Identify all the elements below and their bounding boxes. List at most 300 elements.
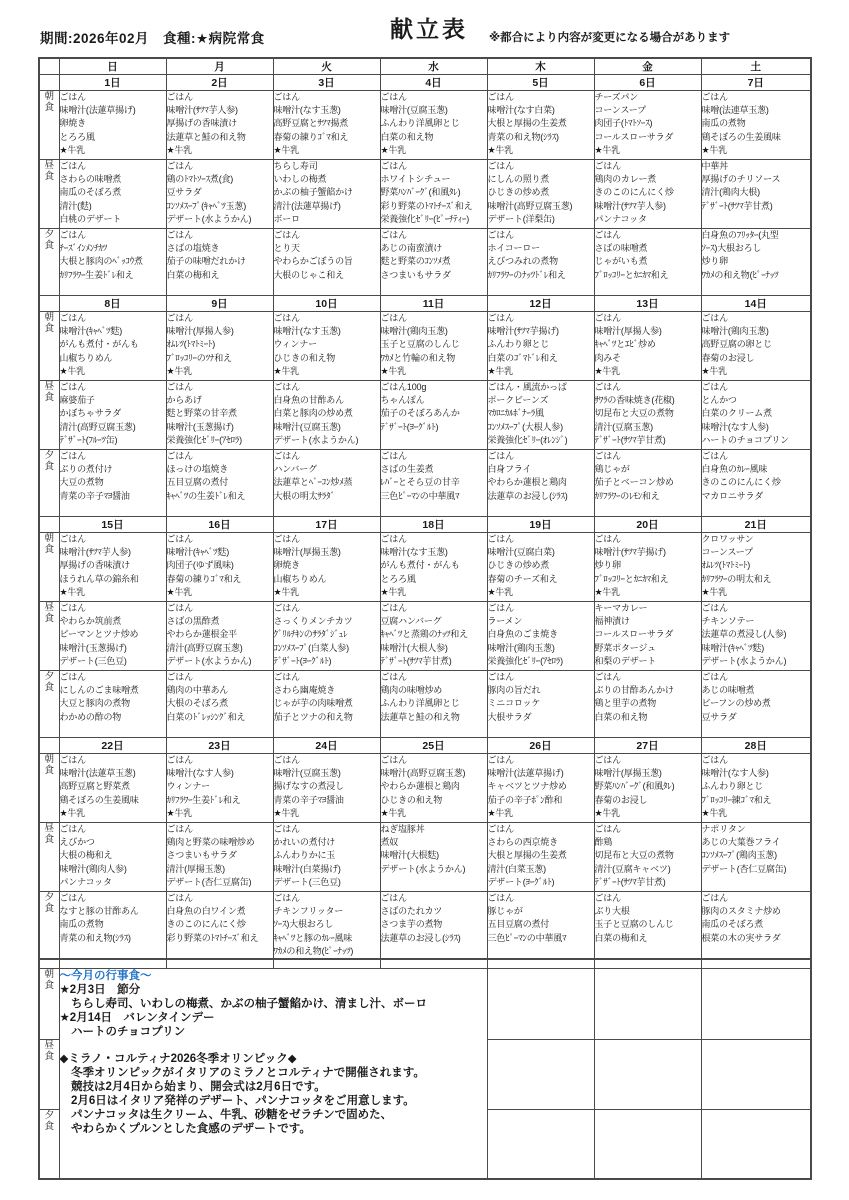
menu-cell-w3-breakfast-day3 [380,533,487,602]
menu-item-line: ★牛乳 [594,807,620,818]
menu-item-line: コーンスープ [701,547,753,558]
menu-cell-w3-lunch-day4 [487,602,594,671]
event-note-line: ★2月3日 節分 [59,984,141,997]
menu-item-line: ごはん [380,893,407,903]
menu-item-line: ★牛乳 [166,144,192,155]
menu-cell-w1-breakfast-day1 [166,91,273,160]
menu-item-line: 和梨のデザート [594,655,657,666]
menu-item-line: ちゃんぽん [380,395,425,406]
menu-item-line: 法蓮草のお浸し(ｼﾗｽ) [487,490,568,501]
menu-cell-w2-lunch-day5 [594,381,701,450]
menu-item-line: 栄養強化ｾﾞﾘｰ(ｱｾﾛﾗ) [166,434,242,445]
menu-item-line: 厚揚げのチリソース [701,174,781,185]
menu-item-line: ごはん [273,824,300,834]
menu-item-line: 春菊の練りｺﾞﾏ和え [166,573,242,584]
menu-item-line: ごはん [380,534,407,544]
menu-item-line: やわらか蓮根と鶏肉 [487,477,567,488]
menu-cell-w2-breakfast-day1 [166,312,273,381]
menu-item-line: 鶏肉のカレー煮 [594,174,657,185]
menu-item-line: ごはん [380,230,407,240]
date-cell-10日: 10日 [273,296,380,312]
menu-cell-w1-lunch-day0 [59,160,166,229]
menu-item-line: ハートのチョコプリン [701,434,789,445]
menu-item-line: 味噌汁(豆腐白菜) [487,547,555,558]
menu-item-line: 鶏肉と野菜の味噌炒め [166,837,255,848]
menu-cell-w4-lunch-day5 [594,823,701,892]
menu-item-line: ごはん [166,92,193,102]
menu-item-line: 味噌汁(高野豆腐玉葱) [487,200,573,211]
menu-item-line: ごはん [59,382,86,392]
menu-item-line: 肉団子(ﾄﾏﾄｿｰｽ) [594,118,653,129]
date-cell-4日: 4日 [380,75,487,91]
menu-cell-w4-lunch-day4 [487,823,594,892]
menu-item-line: 大豆と豚肉の煮物 [59,698,130,709]
date-cell-5日: 5日 [487,75,594,91]
menu-item-line: 茄子とベーコン炒め [594,477,674,488]
menu-item-line: 味噌汁(ｻﾂﾏ芋人参) [59,547,131,558]
menu-item-line: 卵焼き [59,118,86,129]
olympic-note-line: 冬季オリンピックがイタリアのミラノとコルティナで開催されます。 [59,1067,425,1080]
menu-item-line: 法蓮草の煮浸し(人参) [701,629,787,640]
menu-item-line: 青菜の和え物(ｼﾗｽ) [487,131,559,142]
menu-item-line: ｶﾘﾌﾗﾜｰ生姜ﾄﾞﾚ和え [59,269,134,280]
menu-item-line: 味噌汁(ｻﾂﾏ芋人参) [166,105,238,116]
corner-cell [39,58,59,75]
menu-item-line: 春菊のチーズ和え [487,573,558,584]
menu-item-line: 三色ﾋﾟｰﾏﾝの中華風ﾏ [487,932,567,943]
menu-item-line: ★牛乳 [594,586,620,597]
menu-item-line: ごはん [487,603,514,613]
date-cell-17日: 17日 [273,517,380,533]
menu-cell-w4-lunch-day3 [380,823,487,892]
menu-cell-w3-breakfast-day1 [166,533,273,602]
menu-item-line: ごはん [701,313,728,323]
menu-item-line: ｷｬﾍﾞﾂと蒸鶏のﾅｯﾂ和え [380,629,468,640]
menu-item-line: 大根と厚揚の生姜煮 [487,850,567,861]
menu-item-line: ｿｰｽ)大根おろし [701,243,762,254]
period-label: 期間:2026年02月 食種:★病院常食 [40,31,265,46]
menu-item-line: ひじきの炒め煮 [487,560,550,571]
menu-cell-w1-dinner-day6 [701,229,811,296]
menu-cell-w1-lunch-day6 [701,160,811,229]
event-note-line: ★2月14日 バレンタインデー [59,1012,215,1025]
menu-item-line: ごはん [166,603,193,613]
menu-item-line: 大根サラダ [487,711,532,722]
menu-item-line: ｺﾝｿﾒｽｰﾌﾟ(ｷｬﾍﾞﾂ玉葱) [166,200,246,211]
menu-item-line: 豚肉の旨だれ [487,685,541,696]
menu-item-line: ★牛乳 [273,807,299,818]
event-note-line: ハートのチョコプリン [59,1026,186,1039]
menu-item-line: やわらか蓮根金平 [166,629,237,640]
menu-item-line: 大豆の煮物 [59,477,104,488]
menu-item-line: ★牛乳 [273,144,299,155]
menu-item-line: 味噌汁(鶏肉玉葱) [487,642,555,653]
menu-item-line: ★牛乳 [166,586,192,597]
menu-item-line: じゃが芋の肉味噌煮 [273,698,353,709]
date-row-week1 [39,75,811,91]
menu-item-line: デザート(水ようかん) [380,863,466,874]
menu-item-line: とろろ風 [380,573,416,584]
menu-item-line: 味噌汁(なす玉葱) [273,105,341,116]
menu-item-line: 味噌汁(白菜揚げ) [273,863,341,874]
menu-item-line: ｷｬﾍﾞﾂと豚のｶﾚｰ風味 [273,932,353,943]
date-cell-24日: 24日 [273,738,380,754]
menu-item-line: 味噌汁(ｻﾂﾏ芋揚げ) [594,547,666,558]
menu-cell-w1-lunch-day5 [594,160,701,229]
menu-item-line: さわらの味噌煮 [59,174,122,185]
day-header-0: 日 [59,58,166,75]
menu-item-line: かぼちゃサラダ [59,408,122,419]
menu-item-line: 白菜のﾄﾞﾚｯｼﾝｸﾞ和え [166,711,246,722]
menu-item-line: 鶏肉の中華あん [166,685,229,696]
menu-item-line: ハンバーグ [273,464,317,475]
menu-item-line: ごはん [59,313,86,323]
menu-item-line: 法蓮草のお浸し(ｼﾗｽ) [380,932,461,943]
menu-cell-w4-dinner-day6 [701,892,811,960]
menu-cell-w1-lunch-day2 [273,160,380,229]
menu-item-line: ﾌﾞﾛｯｺﾘｰ練ｺﾞﾏ和え [701,794,772,805]
menu-item-line: ★牛乳 [273,586,299,597]
menu-item-line: ★牛乳 [59,144,85,155]
menu-item-line: ﾌﾞﾛｯｺﾘｰとｶﾆｶﾏ和え [594,573,669,584]
menu-cell-w1-lunch-day4 [487,160,594,229]
menu-item-line: 味噌汁(ｷｬﾍﾞﾂ麩) [166,547,229,558]
menu-item-line: 肉団子(ゆず風味) [166,560,234,571]
menu-item-line: ★牛乳 [59,807,85,818]
menu-item-line: 法蓮草と鮭の和え物 [380,711,460,722]
menu-item-line: ごはん [487,92,514,102]
menu-item-line: ★牛乳 [701,144,727,155]
menu-cell-w3-dinner-day3 [380,671,487,738]
menu-item-line: ごはん [594,230,621,240]
menu-item-line: ﾜｶﾒの和え物(ﾋﾟｰﾅｯﾂ) [273,945,354,956]
menu-item-line: 味噌汁(鶏肉人参) [59,863,127,874]
menu-item-line: さばの生姜煮 [380,464,434,475]
menu-cell-w4-dinner-day4 [487,892,594,960]
olympic-note-line: 2月6日はイタリア発祥のデザート、パンナコッタをご用意します。 [59,1095,415,1108]
menu-item-line: きのこのにんにく炒 [701,477,781,488]
menu-item-line: 白身魚の甘酢あん [273,395,344,406]
menu-cell-w2-breakfast-day0 [59,312,166,381]
menu-cell-w4-breakfast-day3 [380,754,487,823]
menu-item-line: 五目豆腐の煮付 [487,919,550,930]
menu-cell-w1-dinner-day4 [487,229,594,296]
menu-item-line: ﾃﾞｻﾞｰﾄ(ｻﾂﾏ芋甘煮) [594,434,666,445]
menu-item-line: ごはん [487,672,514,682]
menu-item-line: 味噌汁(厚揚玉葱) [594,768,662,779]
menu-item-line: 味噌汁(豆腐玉葱) [273,768,341,779]
menu-item-line: ごはん [487,893,514,903]
date-cell-6日: 6日 [594,75,701,91]
menu-item-line: ﾃﾞｻﾞｰﾄ(ﾖｰｸﾞﾙﾄ) [380,421,439,432]
date-cell-23日: 23日 [166,738,273,754]
gap-cell [380,959,487,969]
date-row-week3 [39,517,811,533]
menu-item-line: ホワイトシチュー [380,174,451,185]
menu-item-line: ごはん [701,672,728,682]
menu-item-line: 味噌汁(大根人参) [380,642,448,653]
menu-cell-w3-lunch-day5 [594,602,701,671]
menu-item-line: にしんの照り煮 [487,174,550,185]
menu-item-line: 法蓮草とﾍﾞｰｺﾝ炒ﾒ蒸 [273,477,353,488]
menu-item-line: ★牛乳 [380,365,406,376]
menu-cell-w4-breakfast-day1 [166,754,273,823]
gap-row [39,959,811,969]
menu-item-line: デザート(ﾖｰｸﾞﾙﾄ) [487,876,555,887]
day-header-5: 金 [594,58,701,75]
menu-cell-w4-lunch-day0 [59,823,166,892]
menu-item-line: さばの味噌煮 [594,243,648,254]
menu-item-line: 白身魚のﾌﾘｯﾀｰ(丸型 [701,230,779,240]
date-cell-8日: 8日 [59,296,166,312]
menu-item-line: ★牛乳 [487,144,513,155]
menu-item-line: ★牛乳 [487,586,513,597]
menu-cell-w1-dinner-day3 [380,229,487,296]
dinner-row-week2 [39,450,811,517]
menu-item-line: ﾚﾊﾞｰとそら豆の甘辛 [380,477,460,488]
menu-item-line: 味噌汁(なす人参) [166,768,234,779]
meal-label-dinner: 夕 食 [39,892,59,960]
menu-item-line: さつまいもサラダ [166,850,237,861]
menu-item-line: ごはん [487,161,514,171]
meal-label-breakfast: 朝 食 [39,754,59,823]
menu-item-line: ﾁｰｽﾞｲﾝﾒﾝﾁｶﾂ [59,243,108,254]
menu-item-line: パンナコッタ [594,213,647,224]
menu-item-line: ナポリタン [701,824,746,834]
date-row-corner [39,75,59,91]
event-note-line: ちらし寿司、いわしの梅煮、かぶの柚子蟹餡かけ、清まし汁、ボーロ [59,998,428,1011]
empty-cell [701,969,811,1040]
menu-item-line: ビーフンの炒め煮 [701,698,771,709]
menu-item-line: ★牛乳 [701,586,727,597]
menu-item-line: ミニコロッケ [487,698,541,709]
event-notes-title: 〜今月の行事食〜 [59,970,152,983]
menu-item-line: 青菜の辛子ﾏﾖ醤油 [59,490,130,501]
menu-cell-w1-breakfast-day6 [701,91,811,160]
menu-item-line: ★牛乳 [273,365,299,376]
date-cell-15日: 15日 [59,517,166,533]
menu-item-line: ごはん [273,313,300,323]
menu-cell-w2-breakfast-day5 [594,312,701,381]
menu-item-line: ごはん100g [380,382,427,392]
menu-cell-w4-breakfast-day0 [59,754,166,823]
menu-item-line: ボーロ [273,213,300,224]
meal-label-lunch: 昼 食 [39,823,59,892]
menu-item-line: ごはん [273,92,300,102]
menu-item-line: ふんわり洋風卵とじ [380,118,460,129]
meal-label-breakfast: 朝 食 [39,969,59,1040]
menu-item-line: ひじきの和え物 [380,794,443,805]
menu-item-line: 三色ﾋﾟｰﾏﾝの中華風ﾏ [380,490,460,501]
date-row-corner [39,517,59,533]
menu-cell-w3-lunch-day1 [166,602,273,671]
menu-cell-w3-breakfast-day2 [273,533,380,602]
empty-cell [487,1110,594,1180]
menu-item-line: かぶの柚子蟹餡かけ [273,187,353,198]
menu-item-line: 栄養強化ｾﾞﾘｰ(ﾋﾟｰﾁﾃｨｰ) [380,213,469,224]
menu-item-line: ふんわりかに玉 [273,850,336,861]
menu-item-line: ごはん [487,230,514,240]
menu-item-line: ｺﾝｿﾒｽｰﾌﾟ(白菜人参) [273,642,349,653]
dinner-row-week4 [39,892,811,960]
menu-item-line: ｶﾘﾌﾗﾜｰのﾅｯﾂﾄﾞﾚ和え [487,269,566,280]
menu-item-line: 味噌汁(厚揚人参) [166,326,234,337]
day-header-3: 水 [380,58,487,75]
menu-cell-w4-breakfast-day6 [701,754,811,823]
menu-item-line: あじの味噌煮 [701,685,755,696]
lunch-row-week1 [39,160,811,229]
menu-item-line: 白菜の梅和え [166,269,220,280]
menu-item-line: 栄養強化ｾﾞﾘｰ(ｵﾚﾝｼﾞ) [487,434,568,445]
menu-item-line: かれいの煮付け [273,837,336,848]
menu-cell-w2-breakfast-day2 [273,312,380,381]
menu-item-line: ★牛乳 [594,365,620,376]
menu-item-line: 豆サラダ [701,711,737,722]
date-row-corner [39,738,59,754]
menu-cell-w4-dinner-day0 [59,892,166,960]
menu-cell-w1-lunch-day3 [380,160,487,229]
menu-cell-w2-lunch-day1 [166,381,273,450]
menu-cell-w2-dinner-day2 [273,450,380,517]
empty-cell [701,1040,811,1110]
menu-cell-w4-breakfast-day5 [594,754,701,823]
menu-cell-w3-breakfast-day6 [701,533,811,602]
menu-item-line: なすと豚の甘酢あん [59,906,139,917]
menu-item-line: ひじきの和え物 [273,352,336,363]
menu-cell-w2-dinner-day0 [59,450,166,517]
menu-item-line: 大根の梅和え [59,850,113,861]
menu-item-line: 味噌汁(鶏肉玉葱) [701,326,769,337]
olympic-note-line: 競技は2月4日から始まり、開会式は2月6日です。 [59,1081,326,1094]
menu-item-line: ごはん [380,313,407,323]
menu-item-line: 清汁(白菜玉葱) [487,863,546,874]
menu-item-line: ぶり大根 [594,906,630,917]
menu-item-line: ごはん [380,161,407,171]
menu-item-line: ﾌﾞﾛｯｺﾘｰのﾂﾅ和え [166,352,232,363]
breakfast-row-week4 [39,754,811,823]
menu-item-line: パンナコッタ [59,876,112,887]
menu-item-line: 卵焼き [273,560,300,571]
menu-item-line: ｶﾘﾌﾗﾜｰの明太和え [701,573,772,584]
empty-cell [594,1110,701,1180]
date-cell-1日: 1日 [59,75,166,91]
menu-item-line: ごはん [59,603,86,613]
date-cell-13日: 13日 [594,296,701,312]
menu-item-line: 鶏じゃが [594,464,630,475]
menu-item-line: ごはん [166,230,193,240]
menu-item-line: ほうれん草の錦糸和 [59,573,139,584]
menu-item-line: ごはん [166,534,193,544]
menu-item-line: ごはん [487,313,514,323]
menu-item-line: コールスローサラダ [594,131,674,142]
empty-cell [594,969,701,1040]
menu-item-line: 春菊のお浸し [701,352,755,363]
menu-item-line: からあげ [166,395,202,406]
menu-item-line: ★牛乳 [59,365,85,376]
menu-item-line: チーズパン [594,92,639,102]
menu-item-line: ｸﾞﾘﾙﾁｷﾝのｻﾗﾀﾞｼﾞｭﾚ [273,629,348,640]
menu-item-line: 味噌汁(豆腐玉葱) [380,105,448,116]
meal-label-lunch: 昼 食 [39,381,59,450]
menu-item-line: 味噌汁(高野豆腐玉葱) [380,768,466,779]
dinner-row-week1 [39,229,811,296]
menu-cell-w1-breakfast-day2 [273,91,380,160]
menu-item-line: ﾃﾞｻﾞｰﾄ(ﾖｰｸﾞﾙﾄ) [273,655,332,666]
menu-item-line: 白菜と豚肉の炒め煮 [273,408,353,419]
menu-item-line: ごはん [166,672,193,682]
menu-item-line: さばのたれカツ [380,906,443,917]
menu-item-line: ごはん [273,672,300,682]
menu-item-line: 鶏そぼろの生姜風味 [701,131,781,142]
menu-item-line: 味噌汁(なす人参) [701,421,769,432]
menu-item-line: ごはん [166,893,193,903]
menu-item-line: 味噌汁(厚揚人参) [594,326,662,337]
menu-item-line: ★牛乳 [166,807,192,818]
menu-cell-w3-lunch-day0 [59,602,166,671]
menu-item-line: ほっけの塩焼き [166,464,229,475]
menu-item-line: 味噌汁(玉葱揚げ) [166,421,234,432]
date-cell-25日: 25日 [380,738,487,754]
menu-item-line: 白菜のクリーム煮 [701,408,772,419]
menu-item-line: 大根のじゃこ和え [273,269,344,280]
menu-item-line: 鶏肉の味噌炒め [380,685,443,696]
notes-block-row-1 [39,969,811,1040]
menu-item-line: 厚揚げの香味漬け [59,560,130,571]
menu-item-line: 清汁(豆腐キャベツ) [594,863,671,874]
menu-item-line: 味噌汁(なす玉葱) [273,326,341,337]
menu-item-line: ごはん [701,451,728,461]
menu-cell-w4-breakfast-day2 [273,754,380,823]
gap-cell [594,959,701,969]
menu-cell-w1-dinner-day2 [273,229,380,296]
menu-item-line: 野菜ﾊﾝﾊﾞｰｸﾞ(和風ﾀﾚ) [594,781,675,792]
menu-item-line: さつま芋の煮物 [380,919,443,930]
date-cell-11日: 11日 [380,296,487,312]
gap-cell [39,959,59,969]
menu-item-line: 鶏と里芋の煮物 [594,698,657,709]
menu-item-line: ﾃﾞｻﾞｰﾄ(ﾌﾙｰﾂ缶) [59,434,118,445]
menu-item-line: 白菜の梅和え [594,932,648,943]
menu-item-line: 味噌汁(ｻﾂﾏ芋揚げ) [487,326,559,337]
meal-label-dinner: 夕 食 [39,450,59,517]
menu-item-line: にしんのごま味噌煮 [59,685,139,696]
empty-cell [701,1110,811,1180]
menu-item-line: ごはん [273,603,300,613]
menu-item-line: 白身魚のごま焼き [487,629,558,640]
menu-item-line: 清汁(厚揚玉葱) [166,863,225,874]
menu-item-line: 味噌汁(大根麩) [380,850,439,861]
menu-item-line: 切昆布と大豆の煮物 [594,408,674,419]
meal-label-lunch: 昼 食 [39,160,59,229]
date-cell-19日: 19日 [487,517,594,533]
meal-label-dinner: 夕 食 [39,1110,59,1180]
menu-cell-w4-dinner-day5 [594,892,701,960]
date-row-week4 [39,738,811,754]
menu-item-line: さばの塩焼き [166,243,220,254]
date-cell-21日: 21日 [701,517,811,533]
menu-item-line: ふんわり卵とじ [701,781,764,792]
meal-label-lunch: 昼 食 [39,1040,59,1110]
monthly-event-notes [59,969,487,1180]
menu-item-line: 清汁(鶏肉大根) [701,187,760,198]
date-cell-14日: 14日 [701,296,811,312]
menu-item-line: キーマカレー [594,603,648,613]
menu-item-line: ごはん [166,755,193,765]
menu-item-line: ★牛乳 [487,365,513,376]
menu-item-line: 根菜の木の実サラダ [701,932,781,943]
gap-cell [273,959,380,969]
lunch-row-week4 [39,823,811,892]
